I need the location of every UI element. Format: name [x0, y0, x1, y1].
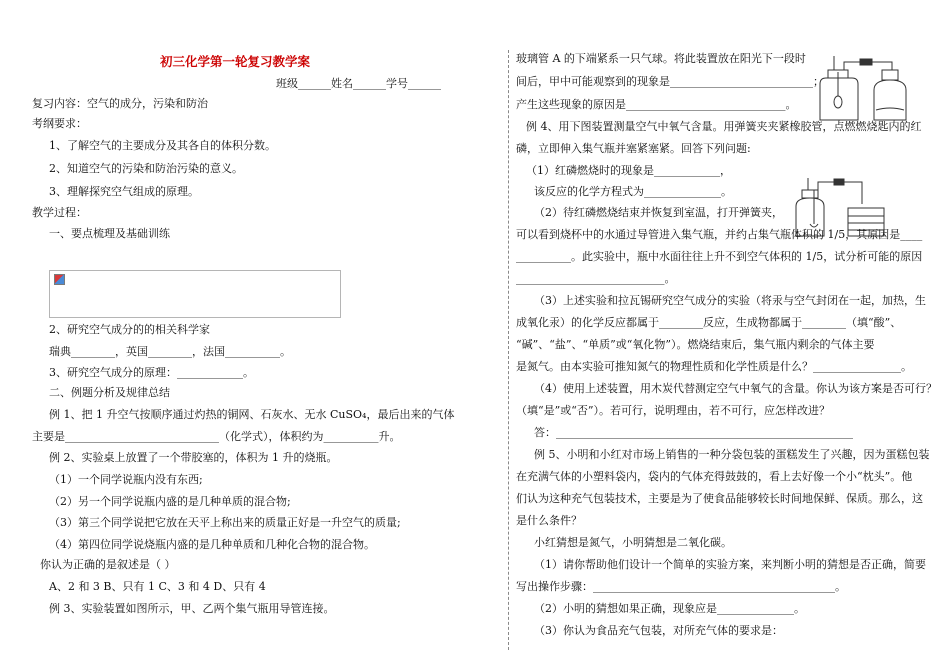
example-4-q4-a: （4）使用上述装置，用木炭代替测定空气中氧气的含量。你认为该方案是否可行？ — [534, 382, 937, 395]
example-3-intro: 例 3、实验装置如图所示，甲、乙两个集气瓶用导管连接。 — [49, 602, 335, 615]
example-4-answer: 答：______________________________________________________ — [534, 426, 853, 439]
example-2-item: （3）第三个同学说把它放在天平上称出来的质量正好是一升空气的质量; — [49, 516, 401, 529]
question-2-line-2: 瑞典________，英国________，法国__________。 — [49, 345, 291, 358]
example-5-line-1: 例 5、小明和小红对市场上销售的一种分袋包装的蛋糕发生了兴趣，因为蛋糕包装 — [534, 448, 930, 461]
example-3-continued-1: 玻璃管 A 的下端紧系一只气球。将此装置放在阳光下一段时 — [516, 52, 806, 65]
example-4-q2-a: （2）待红磷燃烧结束并恢复到室温，打开弹簧夹， — [534, 206, 783, 219]
example-4-q2-b: 可以看到烧杯中的水通过导管进入集气瓶，并约占集气瓶体积的 1/5，其原因是____ — [516, 228, 923, 241]
student-info-row: 班级______姓名______学号______ — [276, 77, 441, 90]
example-4-q3-b: 成氧化汞）的化学反应都属于________反应，生成物都属于________（填“酸”、 — [516, 316, 902, 329]
example-4-line-1: 例 4、用下图装置测量空气中氧气含量。用弹簧夹夹紧橡胶管，点燃燃烧匙内的红 — [526, 120, 922, 133]
question-2-line-1: 2、研究空气成分的的相关科学家 — [49, 323, 210, 336]
example-4-q3-d: 是氮气。由本实验可推知氮气的物理性质和化学性质是什么？________________。 — [516, 360, 912, 373]
review-content: 复习内容：空气的成分，污染和防治 — [32, 97, 208, 110]
example-5-line-5: 小红猜想是氮气，小明猜想是二氧化碳。 — [534, 536, 732, 549]
embedded-object-placeholder — [49, 270, 341, 318]
section-heading-2: 二、例题分析及规律总结 — [49, 386, 170, 399]
example-1-line-1: 例 1、把 1 升空气按顺序通过灼热的铜网、石灰水、无水 CuSO₄，最后出来的气体 — [49, 408, 455, 421]
example-5-q2: （2）小明的猜想如果正确，现象应是______________。 — [534, 602, 805, 615]
requirement-item: 3、理解探究空气组成的原理。 — [49, 185, 199, 198]
example-3-continued-2: 间后，甲中可能观察到的现象是__________________________； — [516, 75, 824, 88]
requirement-item: 2、知道空气的污染和防治污染的意义。 — [49, 162, 243, 175]
column-divider — [508, 50, 509, 650]
example-4-q3-a: （3）上述实验和拉瓦锡研究空气成分的实验（将汞与空气封闭在一起，加热，生 — [534, 294, 926, 307]
broken-image-icon — [54, 274, 65, 285]
example-1-line-2: 主要是____________________________（化学式），体积约为__________升。 — [32, 430, 401, 443]
example-4-q1-a: （1）红磷燃烧时的现象是____________， — [526, 164, 731, 177]
example-4-q4-b: （填“是”或“否”）。若可行，说明理由，若不可行，应怎样改进？ — [516, 404, 830, 417]
question-3: 3、研究空气成分的原理：____________。 — [49, 366, 254, 379]
example-4-line-2: 磷，立即伸入集气瓶并塞紧塞紧。回答下列问题: — [516, 142, 751, 155]
example-4-q1-b: 该反应的化学方程式为______________。 — [534, 185, 732, 198]
example-5-line-4: 是什么条件？ — [516, 514, 582, 527]
example-5-q3: （3）你认为食品充气包装，对所充气体的要求是： — [534, 624, 783, 637]
example-2-options: A、2 和 3 B、只有 1 C、3 和 4 D、只有 4 — [49, 580, 266, 593]
example-4-q2-d: ___________________________。 — [516, 272, 676, 285]
requirement-item: 1、了解空气的主要成分及其各自的体积分数。 — [49, 139, 276, 152]
example-2-intro: 例 2、实验桌上放置了一个带胶塞的，体积为 1 升的烧瓶。 — [49, 451, 338, 464]
section-heading-1: 一、要点梳理及基础训练 — [49, 227, 170, 240]
example-5-q1-b: 写出操作步骤：____________________________________________。 — [516, 580, 846, 593]
example-2-item: （1）一个同学说瓶内没有东西; — [49, 473, 203, 486]
example-4-q3-c: “碱”、“盐”、“单质”或“氧化物”）。燃烧结束后，集气瓶内剩余的气体主要 — [516, 338, 875, 351]
connected-bottles-apparatus-figure — [812, 52, 912, 124]
example-3-continued-3: 产生这些现象的原因是_____________________________。 — [516, 98, 797, 111]
example-5-line-3: 们认为这种充气包装技术，主要是为了使食品能够较长时间地保鲜、保质。那么，这 — [516, 492, 923, 505]
example-2-item: （2）另一个同学说瓶内盛的是几种单质的混合物; — [49, 495, 291, 508]
example-4-q2-c: __________。此实验中，瓶中水面往往上升不到空气体积的 1/5，试分析可能的原因 — [516, 250, 923, 263]
requirements-heading: 考纲要求： — [32, 117, 87, 130]
page-title: 初三化学第一轮复习教学案 — [160, 54, 311, 69]
example-2-question: 你认为正确的是叙述是（ ） — [40, 558, 176, 571]
process-heading: 教学过程： — [32, 206, 87, 219]
example-2-item: （4）第四位同学说烧瓶内盛的是几种单质和几种化合物的混合物。 — [49, 538, 375, 551]
example-5-line-2: 在充满气体的小塑料袋内，袋内的气体充得鼓鼓的，看上去好像一个小“枕头”。他 — [516, 470, 913, 483]
example-5-q1-a: （1）请你帮助他们设计一个简单的实验方案，来判断小明的猜想是否正确，简要 — [534, 558, 926, 571]
